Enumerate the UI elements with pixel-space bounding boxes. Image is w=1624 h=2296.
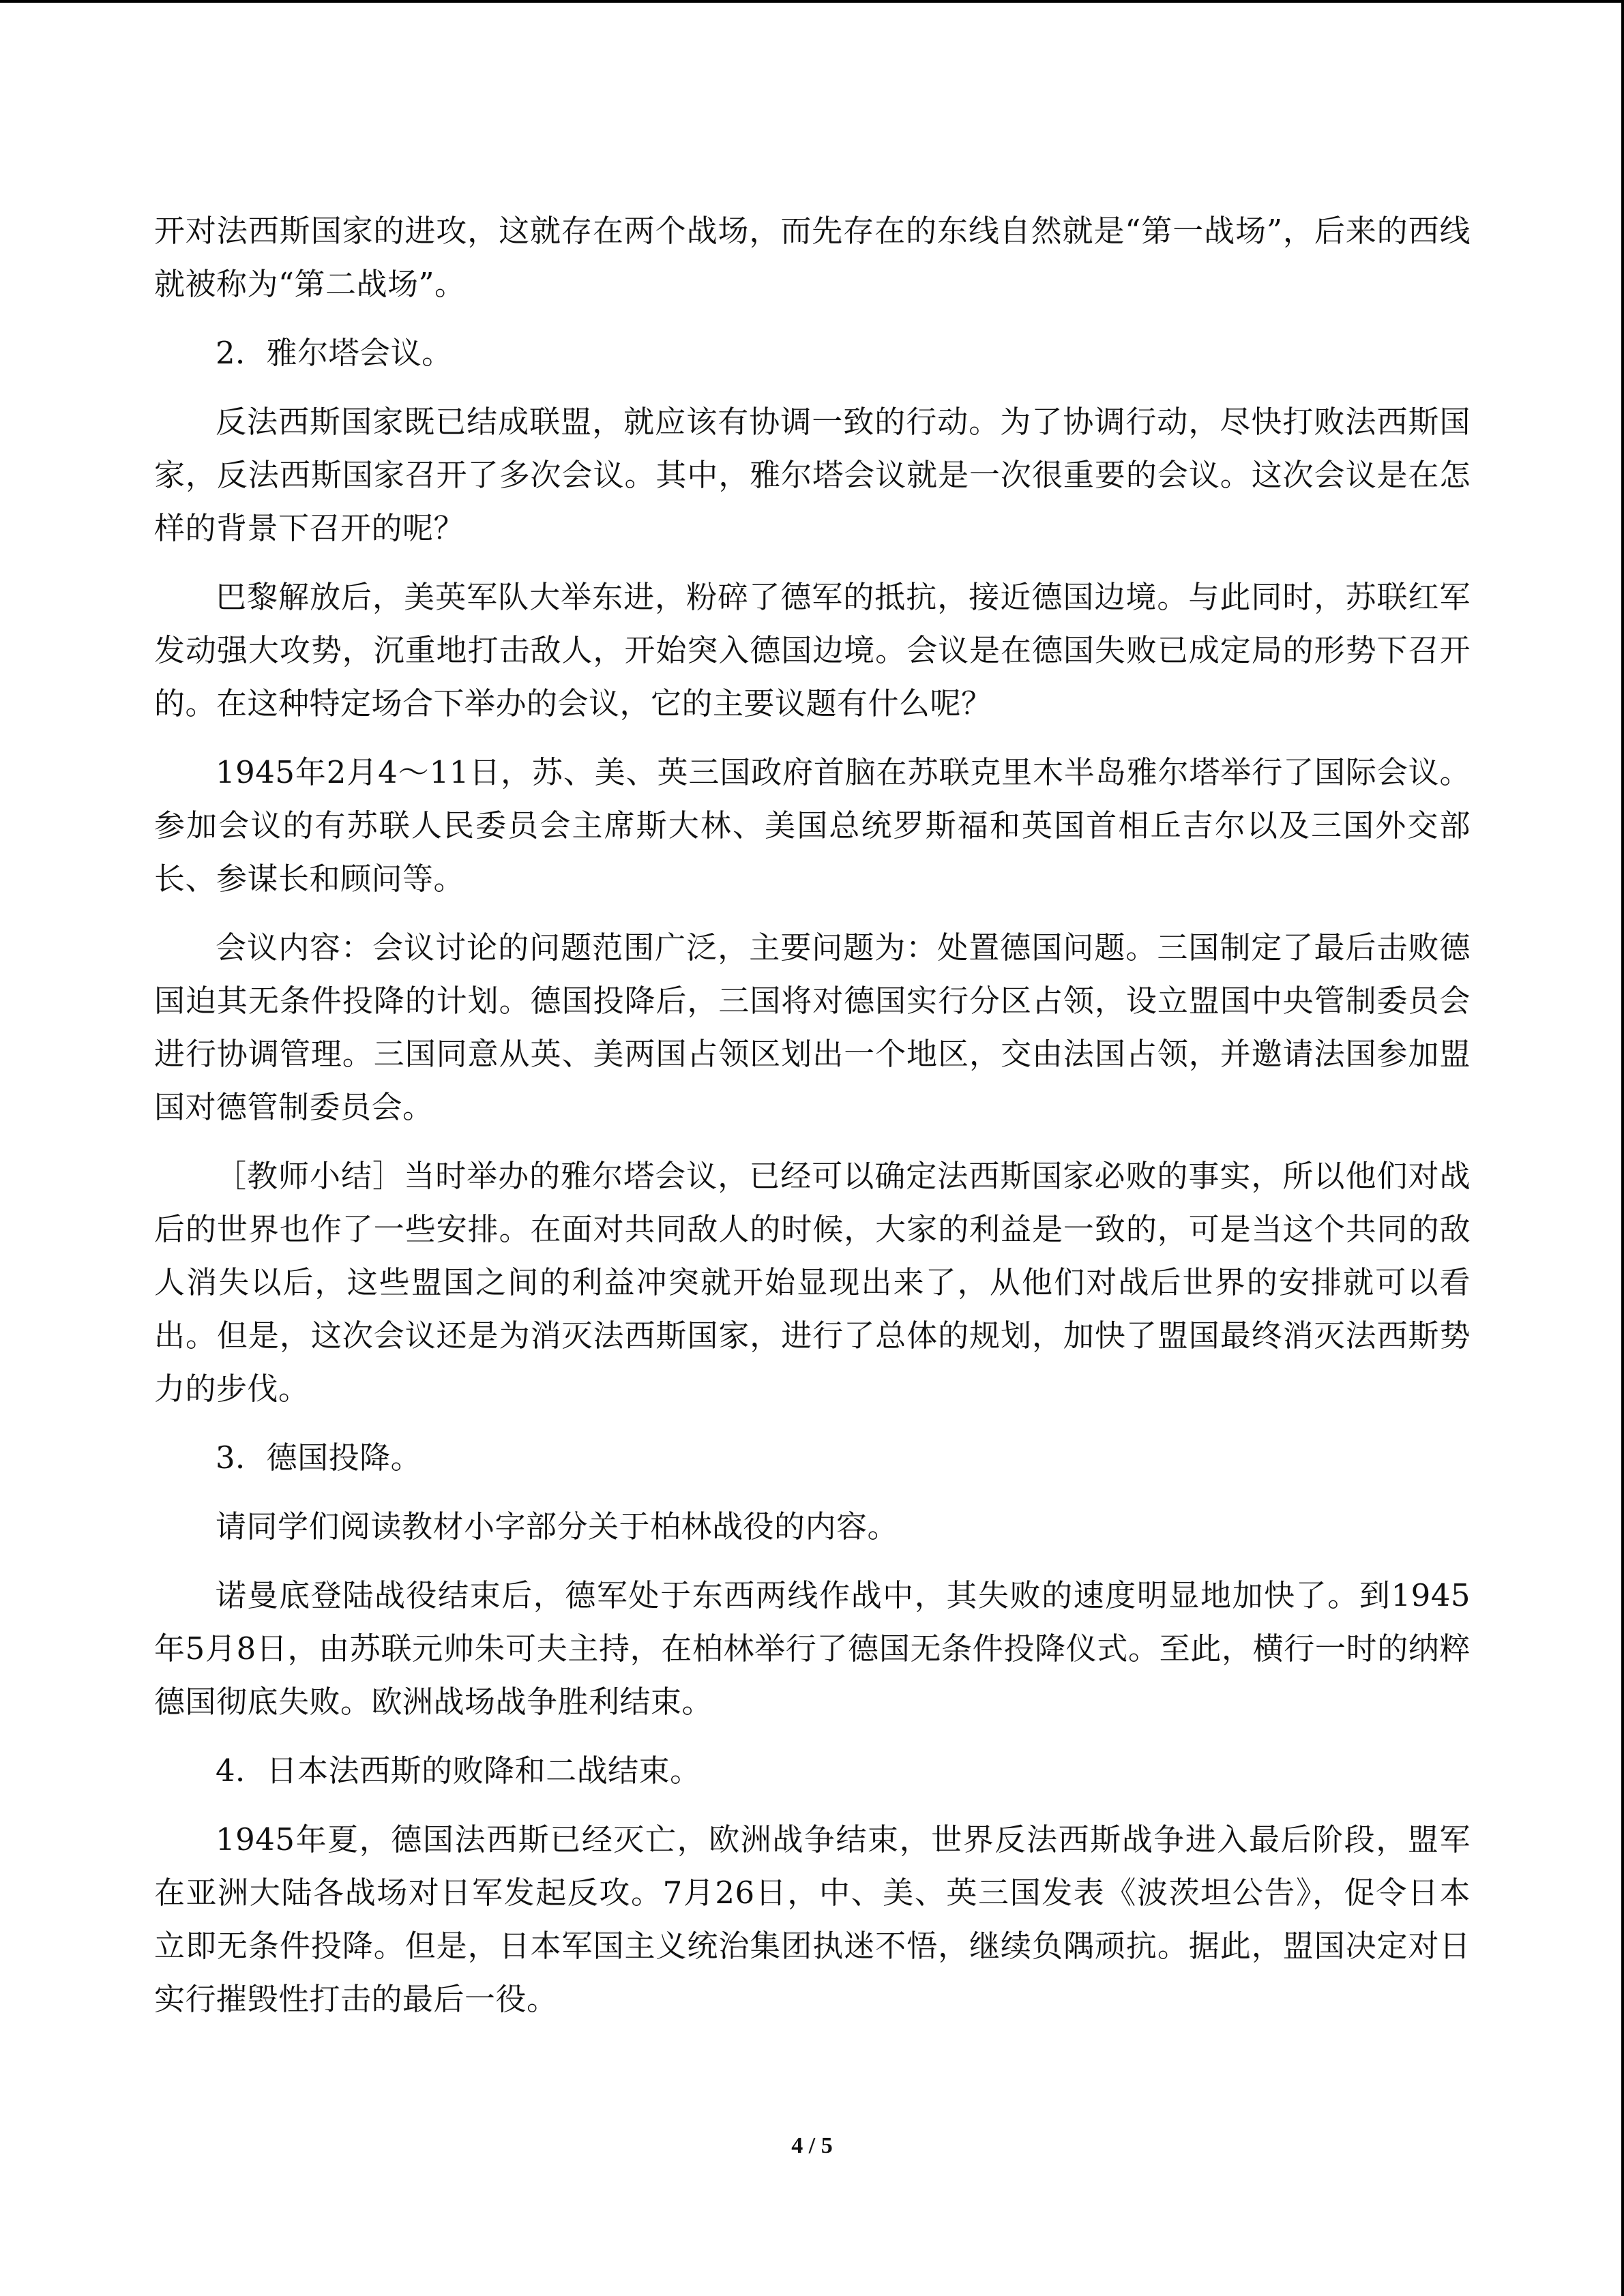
paragraph-yalta-meeting: 1945年2月4～11日，苏、美、英三国政府首脑在苏联克里木半岛雅尔塔举行了国际会议。参加会议的有苏联人民委员会主席斯大林、美国总统罗斯福和英国首相丘吉尔以及三国外交部长、参谋长和顾问等。 — [154, 754, 1471, 897]
document-body — [154, 205, 1471, 2042]
paragraph-germany-surrender: 诺曼底登陆战役结束后，德军处于东西两线作战中，其失败的速度明显地加快了。到1945年5月8日，由苏联元帅朱可夫主持，在柏林举行了德国无条件投降仪式。至此，横行一时的纳粹德国彻底失败。欧洲战场战争胜利结束。 — [154, 1577, 1471, 1720]
paragraph-teacher-summary: ［教师小结］当时举办的雅尔塔会议，已经可以确定法西斯国家必败的事实，所以他们对战后的世界也作了一些安排。在面对共同敌人的时候，大家的利益是一致的，可是当这个共同的敌人消失以后，这些盟国之间的利益冲突就开始显现出来了，从他们对战后世界的安排就可以看出。但是，这次会议还是为消灭法西斯国家，进行了总体的规划，加快了盟国最终消灭法西斯势力的步伐。 — [154, 1158, 1471, 1407]
paragraph-yalta-content: 会议内容：会议讨论的问题范围广泛，主要问题为：处置德国问题。三国制定了最后击败德国迫其无条件投降的计划。德国投降后，三国将对德国实行分区占领，设立盟国中央管制委员会进行协调管理。三国同意从英、美两国占领区划出一个地区，交由法国占领，并邀请法国参加盟国对德管制委员会。 — [154, 929, 1471, 1125]
section-heading-japan-surrender: 4．日本法西斯的败降和二战结束。 — [216, 1753, 701, 1789]
section-heading-yalta: 2．雅尔塔会议。 — [216, 335, 453, 371]
paragraph-reading-prompt: 请同学们阅读教材小字部分关于柏林战役的内容。 — [216, 1508, 899, 1545]
page-number: 4 / 5 — [791, 2133, 833, 2158]
page-top-border — [0, 0, 1624, 3]
section-heading-germany-surrender: 3．德国投降。 — [216, 1440, 422, 1476]
paragraph-japan-surrender: 1945年夏，德国法西斯已经灭亡，欧洲战争结束，世界反法西斯战争进入最后阶段，盟军在亚洲大陆各战场对日军发起反攻。7月26日，中、美、英三国发表《波茨坦公告》，促令日本立即无条件投降。但是，日本军国主义统治集团执迷不悟，继续负隅顽抗。据此，盟国决定对日实行摧毁性打击的最后一役。 — [154, 1821, 1471, 2017]
paragraph-yalta-background: 巴黎解放后，美英军队大举东进，粉碎了德军的抵抗，接近德国边境。与此同时，苏联红军发动强大攻势，沉重地打击敌人，开始突入德国边境。会议是在德国失败已成定局的形势下召开的。在这种特定场合下举办的会议，它的主要议题有什么呢？ — [154, 579, 1471, 721]
page-right-border — [1621, 0, 1624, 2296]
paragraph-yalta-intro: 反法西斯国家既已结成联盟，就应该有协调一致的行动。为了协调行动，尽快打败法西斯国家，反法西斯国家召开了多次会议。其中，雅尔塔会议就是一次很重要的会议。这次会议是在怎样的背景下召开的呢？ — [154, 404, 1471, 546]
paragraph-continuation: 开对法西斯国家的进攻，这就存在两个战场，而先存在的东线自然就是“第一战场”，后来的西线就被称为“第二战场”。 — [154, 213, 1471, 302]
